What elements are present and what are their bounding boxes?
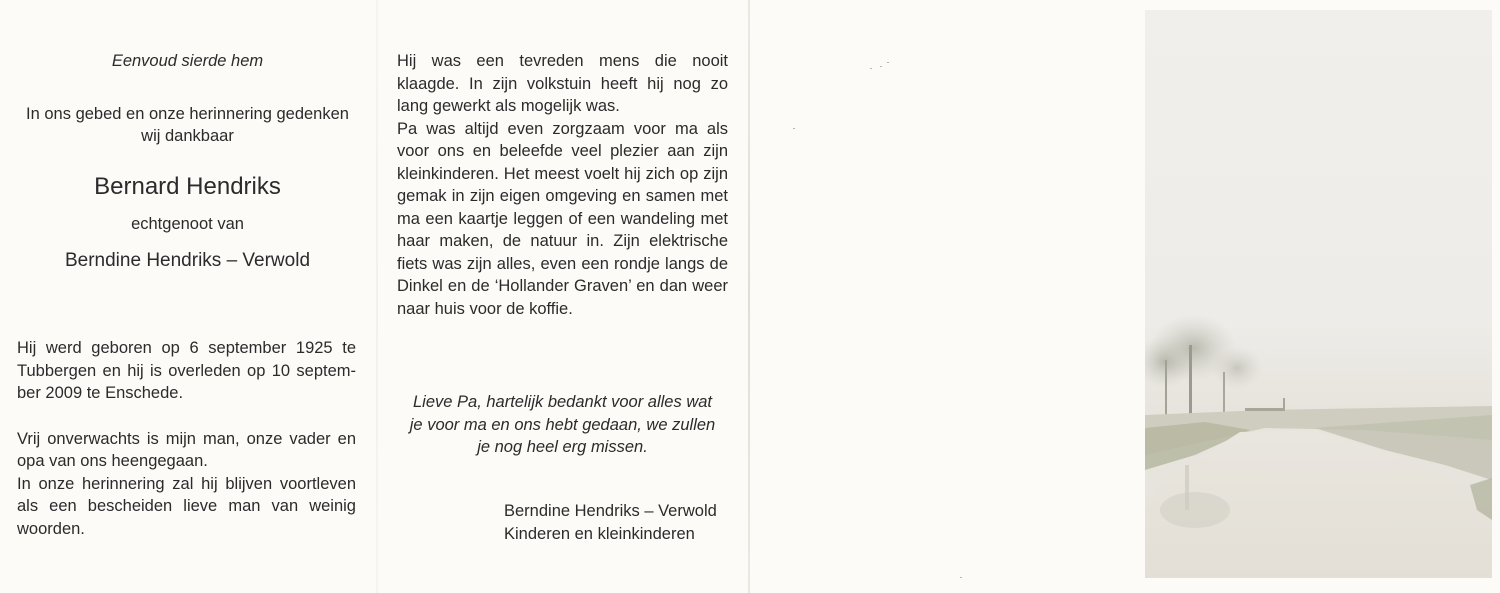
paper-speck: [960, 577, 962, 578]
birth-death-paragraph: Hij werd geboren op 6 september 1925 te Tubbergen en hij is overleden op 10 septem-ber 2009 te Enschede.: [17, 339, 356, 402]
relation-text: echtgenoot van: [131, 214, 244, 233]
spouse-name: Berndine Hendriks – Verwold: [64, 250, 311, 271]
signature-block: [504, 500, 744, 545]
left-panel-body: [17, 337, 356, 540]
intro-line-2: wij dankbaar: [141, 127, 234, 145]
thanks-line-2: je voor ma en ons hebt gedaan, we zullen: [409, 415, 716, 434]
signature-line-1: Berndine Hendriks – Verwold: [504, 502, 717, 520]
deceased-name: Bernard Hendriks: [94, 172, 281, 200]
motto: Eenvoud sierde hem: [111, 52, 264, 70]
paper-speck: [880, 66, 882, 67]
family-paragraph: Pa was altijd even zorgzaam voor ma als voor ons en beleefde veel plezier aan zijn kleinkinderen. Het meest voelt hij zich op zijn gemak in zijn eigen omgeving en samen met ma een kaartje leggen of een wandeling met haar maken, de natuur in. Zijn elektrische fiets was zijn alles, even een rondje langs de Dinkel en de ‘Hollander Graven’ en dan weer naar huis voor de koffie.: [397, 119, 728, 318]
fold-line: [748, 0, 750, 593]
thanks-line-1: Lieve Pa, hartelijk bedankt voor alles wat: [413, 393, 712, 411]
thanks-block: [397, 391, 728, 459]
paper-speck: [887, 62, 889, 63]
thanks-line-3: je nog heel erg missen.: [477, 438, 648, 456]
signature-line-2: Kinderen en kleinkinderen: [504, 524, 695, 543]
paper-speck: [793, 128, 795, 129]
contentment-paragraph: Hij was een tevreden mens die nooit klaagde. In zijn volkstuin heeft hij nog zo lang gewerkt als mogelijk was.: [397, 52, 728, 115]
misty-landscape-illustration: [1145, 10, 1492, 578]
middle-panel-body: [397, 50, 728, 320]
landscape-photo: [1145, 10, 1492, 578]
passing-paragraph: Vrij onverwachts is mijn man, onze vader en opa van ons heengegaan.: [17, 429, 356, 470]
left-panel-header: [15, 50, 360, 273]
paper-speck: [870, 68, 872, 69]
memory-paragraph: In onze herinnering zal hij blijven voortleven als een bescheiden lieve man van weinig woorden.: [17, 474, 356, 538]
intro-line-1: In ons gebed en onze herinnering gedenken: [26, 104, 349, 123]
fold-line-left: [376, 0, 378, 593]
